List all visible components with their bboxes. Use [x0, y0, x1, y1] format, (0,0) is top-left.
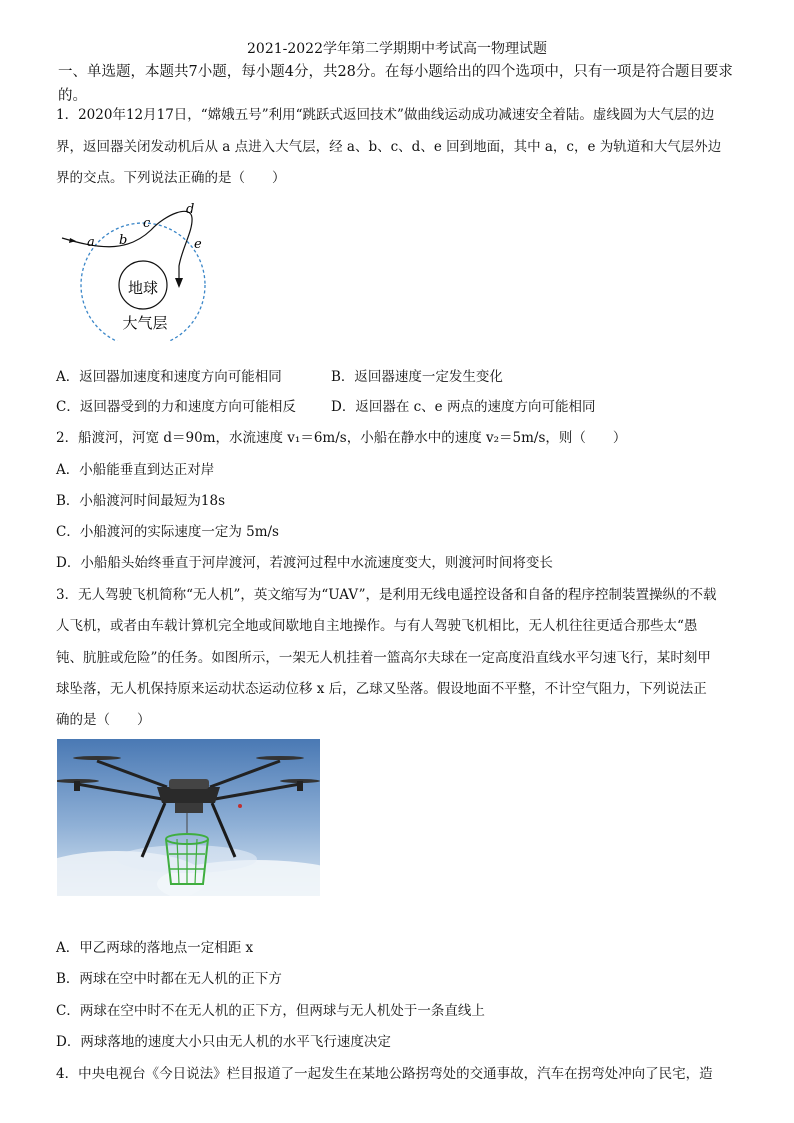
q2-option-d: D．小船船头始终垂直于河岸渡河，若渡河过程中水流速度变大，则渡河时间将变长: [56, 555, 553, 571]
atmosphere-label: 大气层: [122, 314, 168, 332]
q3-option-c: C．两球在空中时不在无人机的正下方，但两球与无人机处于一条直线上: [56, 1003, 485, 1019]
q2-stem: 2．船渡河，河宽 d＝90m，水流速度 v₁＝6m/s，小船在静水中的速度 v₂＝5m/s，则（ ）: [56, 430, 627, 446]
drone-photo: [57, 739, 320, 896]
section-heading: 一、单选题，本题共7小题，每小题4分，共28分。在每小题给出的四个选项中，只有一项是符合题目要求的。: [58, 64, 733, 104]
q3-stem-line3: 钝、肮脏或危险”的任务。如图所示，一架无人机挂着一篮高尔夫球在一定高度沿直线水平匀速飞行，某时刻甲: [56, 650, 711, 666]
q3-option-b: B．两球在空中时都在无人机的正下方: [56, 971, 282, 987]
q4-stem-line1: 4．中央电视台《今日说法》栏目报道了一起发生在某地公路拐弯处的交通事故，汽车在拐弯处冲向了民宅，造: [56, 1066, 713, 1082]
label-a: a: [87, 235, 95, 250]
q3-stem-line1: 3．无人驾驶飞机简称“无人机”，英文缩写为“UAV”，是利用无线电遥控设备和自备的程序控制装置操纵的不载: [56, 587, 717, 603]
label-b: b: [119, 233, 128, 248]
label-e: e: [194, 237, 202, 252]
label-d: d: [186, 202, 195, 217]
q2-option-c: C．小船渡河的实际速度一定为 5m/s: [56, 524, 279, 540]
q1-option-b: B．返回器速度一定发生变化: [331, 369, 503, 385]
page-title: 2021-2022学年第二学期期中考试高一物理试题: [247, 41, 547, 57]
label-c: c: [143, 216, 151, 231]
q1-stem-line1: 1．2020年12月17日，“嫦娥五号”利用“跳跃式返回技术”做曲线运动成功减速安全着陆。虚线圆为大气层的边: [56, 107, 715, 123]
entry-arrow: [69, 238, 76, 243]
q2-option-a: A．小船能垂直到达正对岸: [56, 462, 215, 478]
q3-stem-line2: 人飞机，或者由车载计算机完全地或间歇地自主地操作。与有人驾驶飞机相比，无人机往往更适合那些太“愚: [56, 618, 698, 634]
q1-stem-line3: 界的交点。下列说法正确的是（ ）: [56, 170, 286, 186]
q1-stem-line2: 界，返回器关闭发动机后从 a 点进入大气层，经 a、b、c、d、e 回到地面，其中 a，c，e 为轨道和大气层外边: [56, 139, 722, 155]
landing-arrow: [175, 278, 183, 288]
earth-label: 地球: [127, 279, 159, 297]
q3-option-d: D．两球落地的速度大小只由无人机的水平飞行速度决定: [56, 1034, 391, 1050]
q1-option-c: C．返回器受到的力和速度方向可能相反: [56, 399, 296, 415]
q3-option-a: A．甲乙两球的落地点一定相距 x: [56, 940, 254, 956]
q1-option-d: D．返回器在 c、e 两点的速度方向可能相同: [331, 399, 596, 415]
q1-trajectory-diagram: [56, 196, 216, 341]
q2-option-b: B．小船渡河时间最短为18s: [56, 493, 226, 509]
q3-stem-line4: 球坠落，无人机保持原来运动状态运动位移 x 后，乙球又坠落。假设地面不平整，不计空气阻力，下列说法正: [56, 681, 707, 697]
q3-stem-line5: 确的是（ ）: [56, 712, 151, 728]
q1-option-a: A．返回器加速度和速度方向可能相同: [56, 369, 282, 385]
